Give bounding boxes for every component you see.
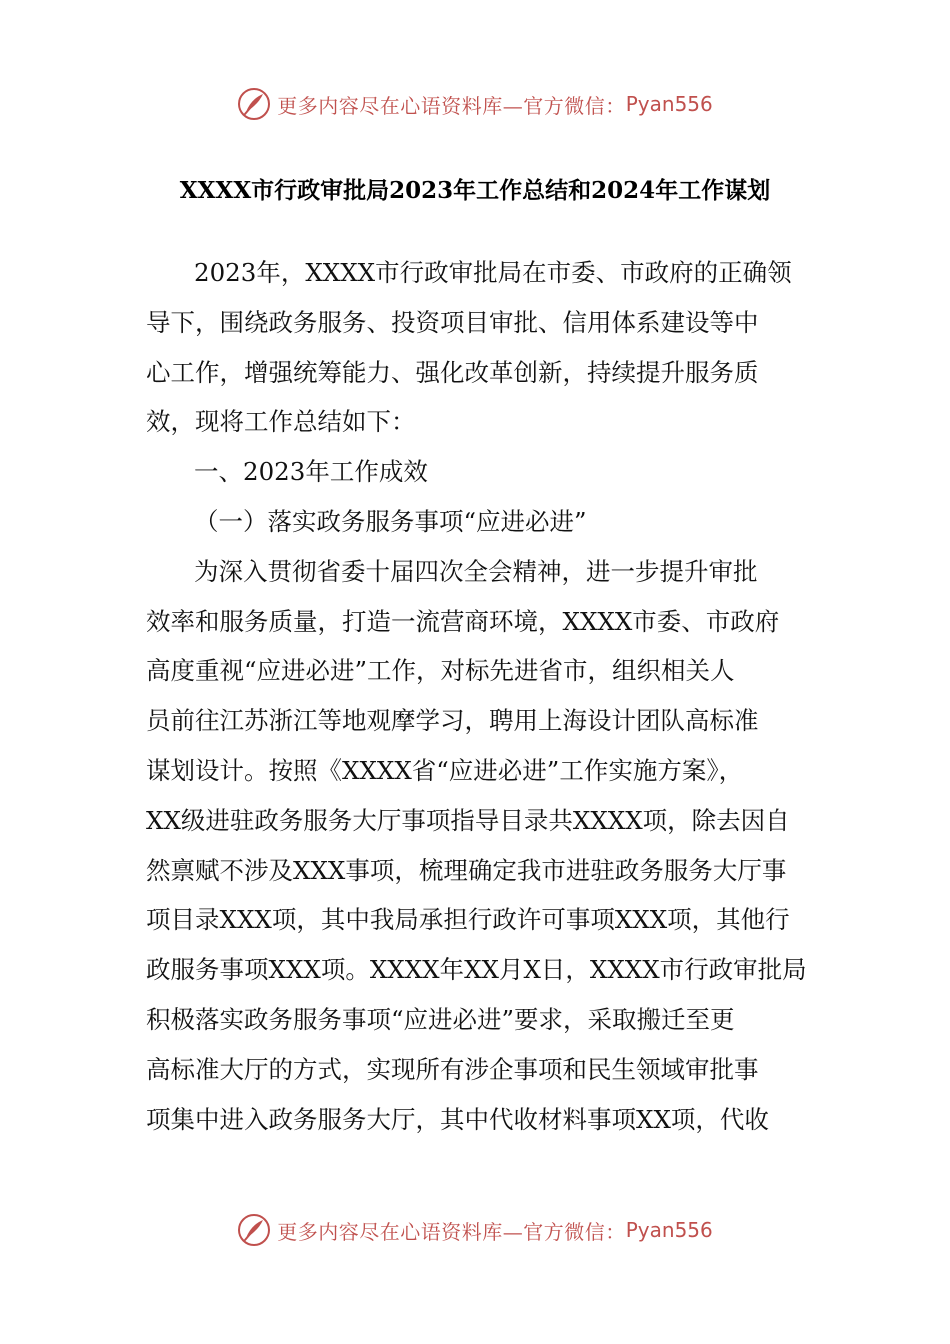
section-heading: 一、2023年工作成效	[194, 457, 428, 487]
paragraph-line: 效，现将工作总结如下：	[146, 407, 416, 437]
watermark-text: 更多内容尽在心语资料库—官方微信：	[277, 1219, 626, 1244]
paragraph-line: 谋划设计。按照《XXXX省“应进必进”工作实施方案》，	[146, 755, 744, 785]
paragraph-line: 高度重视“应进必进”工作，对标先进省市，组织相关人	[146, 656, 735, 686]
paragraph-line: 为深入贯彻省委十届四次全会精神，进一步提升审批	[194, 556, 758, 586]
paragraph-line: 心工作，增强统筹能力、强化改革创新，持续提升服务质	[146, 357, 759, 387]
paragraph-line: 效率和服务质量，打造一流营商环境，XXXX市委、市政府	[146, 606, 780, 636]
paragraph-line: 政服务事项XXX项。XXXX年XX月X日，XXXX市行政审批局	[146, 955, 807, 985]
paragraph-line: 员前往江苏浙江等地观摩学习，聘用上海设计团队高标准	[146, 706, 759, 736]
paragraph-line: XX级进驻政务服务大厅事项指导目录共XXXX项，除去因自	[146, 805, 790, 835]
paragraph-line: 高标准大厅的方式，实现所有涉企事项和民生领域审批事	[146, 1054, 759, 1084]
paragraph-line: 然禀赋不涉及XXX事项，梳理确定我市进驻政务服务大厅事	[146, 855, 787, 885]
paragraph-line: 积极落实政务服务事项“应进必进”要求，采取搬迁至更	[146, 1004, 735, 1034]
paragraph-line: 项目录XXX项，其中我局承担行政许可事项XXX项，其他行	[146, 905, 790, 935]
quill-pen-logo-icon	[237, 87, 271, 121]
document-body	[146, 248, 806, 1144]
paragraph-line: 导下，围绕政务服务、投资项目审批、信用体系建设等中	[146, 307, 759, 337]
paragraph-line: 项集中进入政务服务大厅，其中代收材料事项XX项，代收	[146, 1104, 769, 1134]
quill-pen-logo-icon	[237, 1213, 271, 1247]
wechat-id: Pyan556	[625, 92, 713, 116]
paragraph-line: 2023年，XXXX市行政审批局在市委、市政府的正确领	[194, 258, 792, 287]
wechat-id: Pyan556	[625, 1218, 713, 1242]
subsection-heading: （一）落实政务服务事项“应进必进”	[194, 506, 587, 536]
watermark-text: 更多内容尽在心语资料库—官方微信：	[277, 93, 626, 118]
document-title: XXXX市行政审批局2023年工作总结和2024年工作谋划	[179, 177, 771, 204]
footer-watermark-banner	[0, 1208, 950, 1252]
header-watermark-banner	[0, 82, 950, 126]
